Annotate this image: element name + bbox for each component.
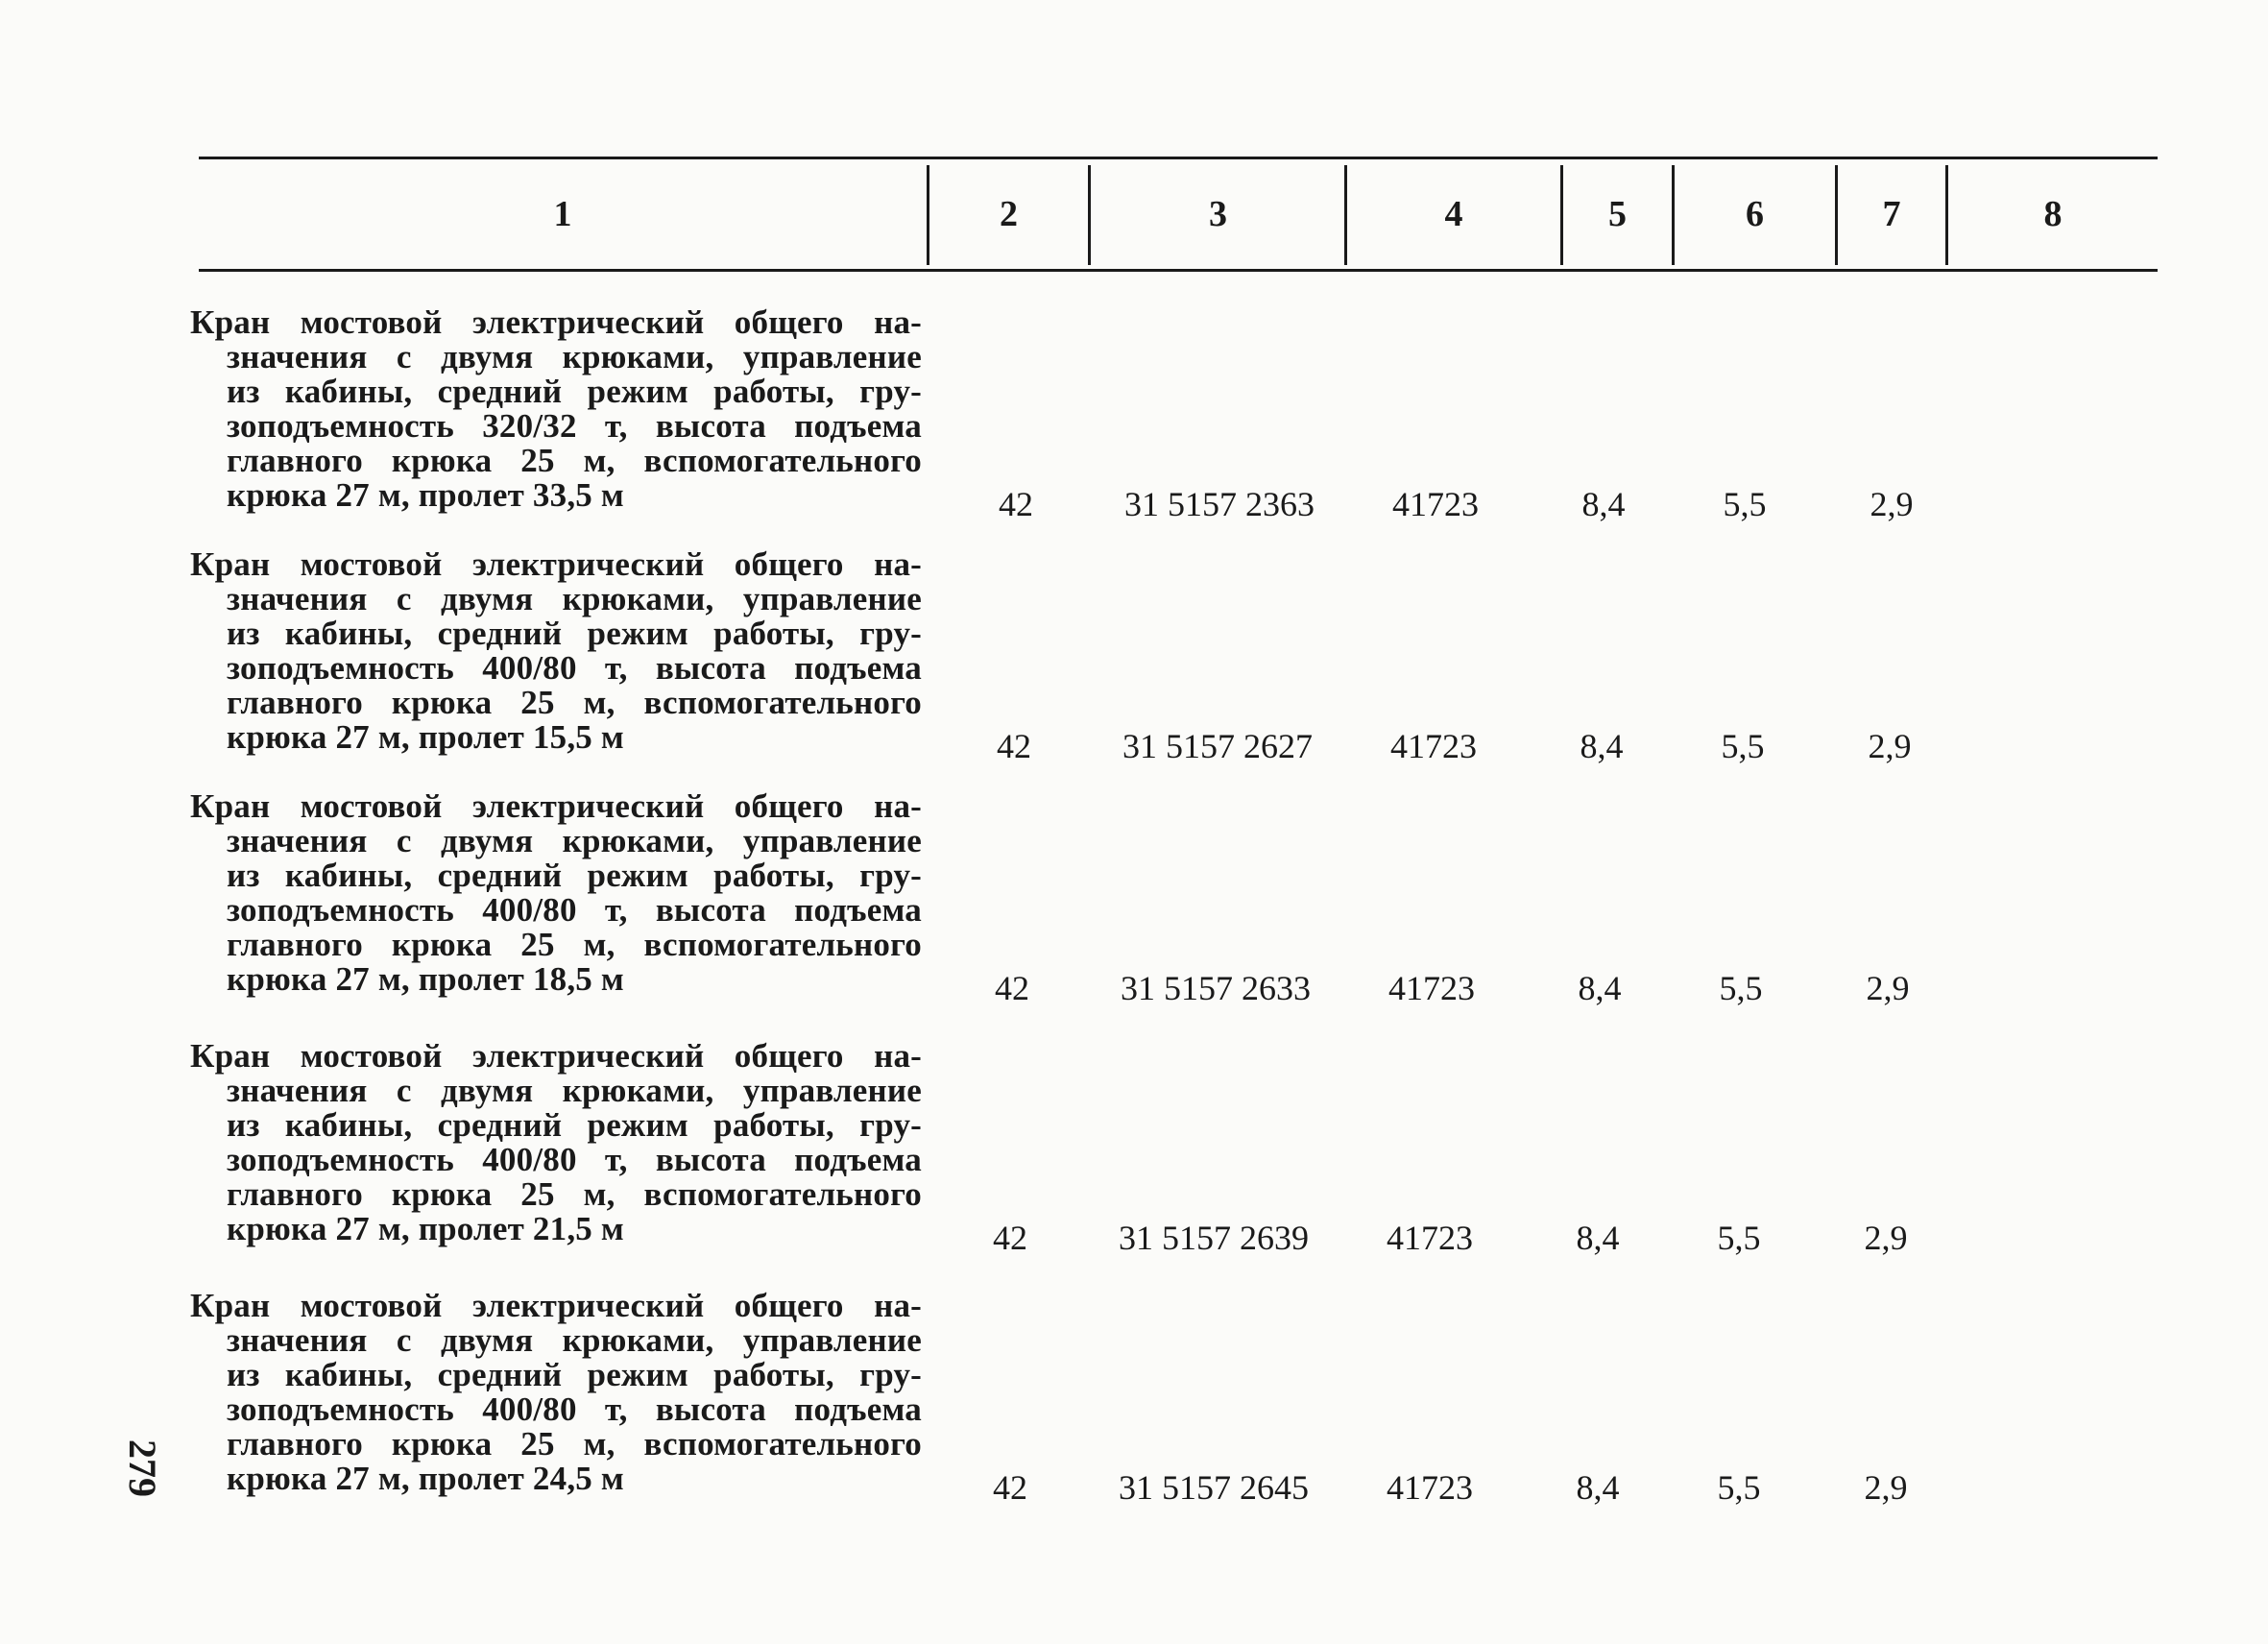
cell-col-6: 5,5	[1721, 727, 1765, 765]
description-line: Кран мостовой электрический общего на-	[190, 1037, 922, 1075]
header-col-4: 4	[1444, 194, 1463, 234]
cell-col-6: 5,5	[1717, 1468, 1761, 1507]
header-col-3: 3	[1209, 194, 1227, 234]
cell-col-3: 31 5157 2639	[1119, 1219, 1309, 1257]
header-col-2: 2	[1000, 194, 1018, 234]
cell-col-3: 31 5157 2633	[1121, 969, 1311, 1007]
description-line: значения с двумя крюками, управление	[227, 1321, 922, 1359]
cell-col-5: 8,4	[1581, 485, 1626, 523]
description-line: значения с двумя крюками, управление	[227, 580, 922, 617]
table-row	[0, 1289, 2268, 1529]
cell-col-7: 2,9	[1864, 1219, 1908, 1257]
description-line: значения с двумя крюками, управление	[227, 822, 922, 859]
row-description	[190, 547, 922, 755]
header-col-8: 8	[2043, 194, 2063, 234]
description-line: главного крюка 25 м, вспомогательного	[227, 926, 922, 963]
description-line: главного крюка 25 м, вспомогательного	[227, 1425, 922, 1463]
page-number: 279	[121, 1439, 164, 1497]
description-line: значения с двумя крюками, управление	[227, 1072, 922, 1109]
description-line: из кабины, средний режим работы, гру-	[227, 1356, 922, 1393]
cell-col-5: 8,4	[1576, 1219, 1620, 1257]
description-line: Кран мостовой электрический общего на-	[190, 545, 922, 583]
description-line: Кран мостовой электрический общего на-	[190, 1287, 922, 1324]
description-line: главного крюка 25 м, вспомогательного	[227, 442, 922, 479]
description-line: главного крюка 25 м, вспомогательного	[227, 684, 922, 721]
cell-col-2: 42	[997, 727, 1031, 765]
cell-col-3: 31 5157 2645	[1119, 1468, 1309, 1507]
cell-col-4: 41723	[1387, 1219, 1473, 1257]
row-description	[190, 1289, 922, 1496]
description-line: зоподъемность 320/32 т, высота подъема	[227, 407, 922, 445]
header-col-6: 6	[1746, 194, 1764, 234]
cell-col-6: 5,5	[1723, 485, 1767, 523]
cell-col-3: 31 5157 2627	[1122, 727, 1313, 765]
cell-col-5: 8,4	[1580, 727, 1624, 765]
description-line: крюка 27 м, пролет 33,5 м	[227, 476, 624, 514]
description-line: зоподъемность 400/80 т, высота подъема	[227, 891, 922, 929]
table-row	[0, 789, 2268, 1029]
description-line: Кран мостовой электрический общего на-	[190, 787, 922, 825]
cell-col-5: 8,4	[1576, 1468, 1620, 1507]
cell-col-2: 42	[995, 969, 1029, 1007]
header-col-1: 1	[553, 194, 572, 234]
table-top-rule	[199, 157, 2158, 159]
description-line: крюка 27 м, пролет 21,5 м	[227, 1210, 624, 1247]
cell-col-2: 42	[993, 1468, 1027, 1507]
table-row	[0, 547, 2268, 787]
description-line: из кабины, средний режим работы, гру-	[227, 615, 922, 652]
cell-col-5: 8,4	[1578, 969, 1622, 1007]
cell-col-4: 41723	[1388, 969, 1475, 1007]
description-line: из кабины, средний режим работы, гру-	[227, 1106, 922, 1144]
description-line: главного крюка 25 м, вспомогательного	[227, 1175, 922, 1213]
row-description	[190, 789, 922, 997]
row-description	[190, 1039, 922, 1246]
header-col-7: 7	[1882, 194, 1901, 234]
cell-col-4: 41723	[1392, 485, 1479, 523]
cell-col-2: 42	[999, 485, 1033, 523]
cell-col-4: 41723	[1390, 727, 1477, 765]
row-description	[190, 305, 922, 513]
cell-col-7: 2,9	[1866, 969, 1910, 1007]
cell-col-7: 2,9	[1864, 1468, 1908, 1507]
cell-col-2: 42	[993, 1219, 1027, 1257]
cell-col-7: 2,9	[1868, 727, 1912, 765]
description-line: из кабины, средний режим работы, гру-	[227, 857, 922, 894]
description-line: Кран мостовой электрический общего на-	[190, 303, 922, 341]
cell-col-4: 41723	[1387, 1468, 1473, 1507]
description-line: крюка 27 м, пролет 24,5 м	[227, 1460, 624, 1497]
table-row	[0, 1039, 2268, 1279]
description-line: крюка 27 м, пролет 18,5 м	[227, 960, 624, 998]
description-line: крюка 27 м, пролет 15,5 м	[227, 718, 624, 756]
cell-col-6: 5,5	[1719, 969, 1763, 1007]
table-header-rule	[199, 269, 2158, 272]
description-line: зоподъемность 400/80 т, высота подъема	[227, 649, 922, 687]
description-line: зоподъемность 400/80 т, высота подъема	[227, 1141, 922, 1178]
description-line: из кабины, средний режим работы, гру-	[227, 373, 922, 410]
header-col-5: 5	[1608, 194, 1627, 234]
description-line: зоподъемность 400/80 т, высота подъема	[227, 1390, 922, 1428]
table-row	[0, 305, 2268, 545]
cell-col-7: 2,9	[1870, 485, 1914, 523]
description-line: значения с двумя крюками, управление	[227, 338, 922, 375]
cell-col-3: 31 5157 2363	[1124, 485, 1315, 523]
cell-col-6: 5,5	[1717, 1219, 1761, 1257]
